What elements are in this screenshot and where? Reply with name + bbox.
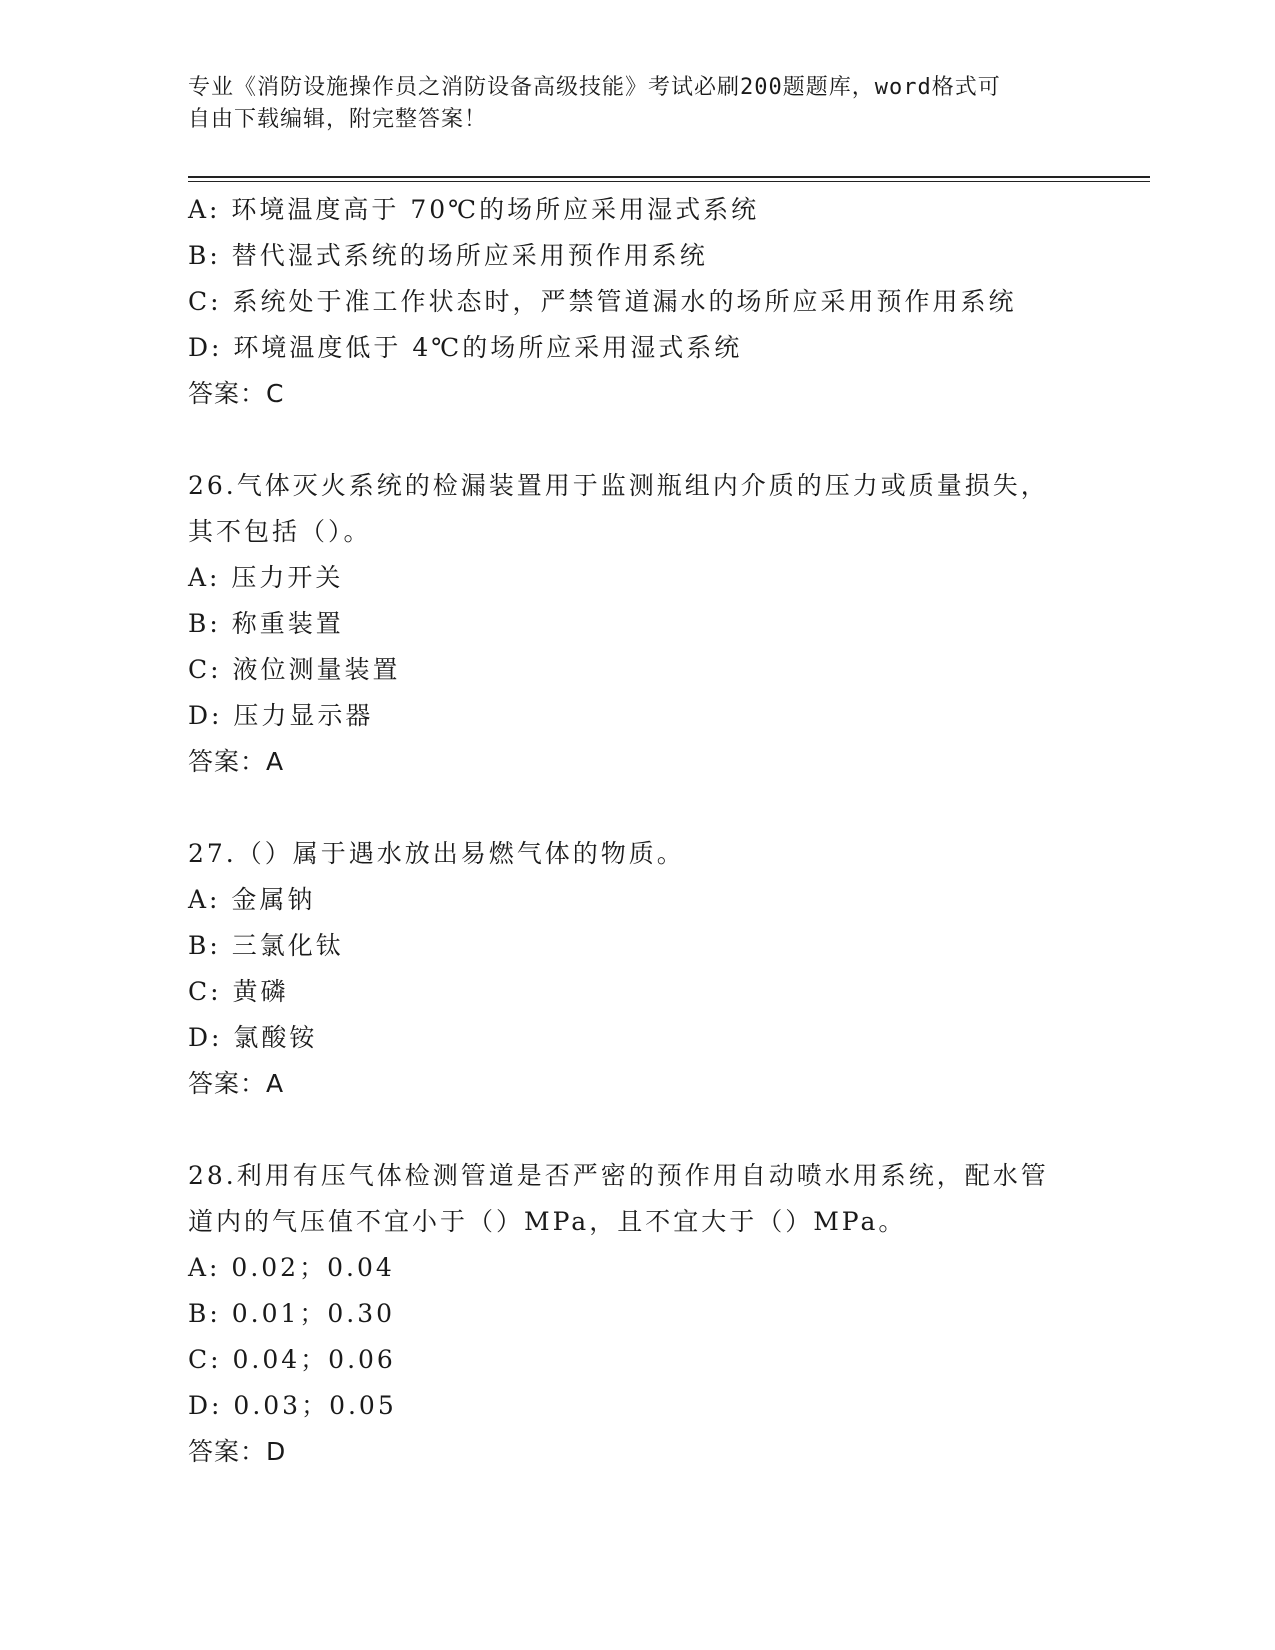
option-d: D: 环境温度低于 4℃的场所应采用湿式系统	[188, 333, 743, 362]
question-stem: 27.（）属于遇水放出易燃气体的物质。	[188, 839, 685, 868]
option-d: D: 0.03；0.05	[188, 1391, 397, 1420]
header-divider-thick	[188, 176, 1150, 178]
option-c: C: 液位测量装置	[188, 655, 401, 684]
option-a: A: 压力开关	[188, 563, 344, 592]
answer: 答案：A	[188, 1069, 285, 1098]
spacer	[188, 1107, 1088, 1153]
spacer	[188, 785, 1088, 831]
option-b: B: 称重装置	[188, 609, 344, 638]
question-stem: 28.利用有压气体检测管道是否严密的预作用自动喷水用系统，配水管	[188, 1161, 1049, 1190]
question-stem-continued: 道内的气压值不宜小于（）MPa，且不宜大于（）MPa。	[188, 1207, 907, 1236]
option-a: A: 金属钠	[188, 885, 316, 914]
option-a: A: 0.02；0.04	[188, 1253, 395, 1282]
document-header	[188, 72, 1068, 136]
question-stem-continued: 其不包括（）。	[188, 517, 372, 546]
answer: 答案：D	[188, 1437, 287, 1466]
question-27	[188, 831, 1088, 1107]
option-b: B: 三氯化钛	[188, 931, 344, 960]
header-line-2: 自由下载编辑，附完整答案！	[188, 107, 488, 132]
option-b: B: 替代湿式系统的场所应采用预作用系统	[188, 241, 708, 270]
question-28	[188, 1153, 1088, 1475]
header-line-1: 专业《消防设施操作员之消防设备高级技能》考试必刷200题题库，word格式可	[188, 75, 1001, 100]
answer: 答案：A	[188, 747, 285, 776]
header-divider-thin	[188, 181, 1150, 182]
question-26	[188, 463, 1088, 785]
option-c: C: 0.04；0.06	[188, 1345, 396, 1374]
spacer	[188, 417, 1088, 463]
option-c: C: 系统处于准工作状态时，严禁管道漏水的场所应采用预作用系统	[188, 287, 1017, 316]
option-d: D: 压力显示器	[188, 701, 374, 730]
question-25	[188, 187, 1088, 417]
option-d: D: 氯酸铵	[188, 1023, 318, 1052]
option-c: C: 黄磷	[188, 977, 289, 1006]
option-b: B: 0.01；0.30	[188, 1299, 396, 1328]
answer: 答案：C	[188, 379, 285, 408]
question-stem: 26.气体灭火系统的检漏装置用于监测瓶组内介质的压力或质量损失，	[188, 471, 1049, 500]
question-list	[188, 187, 1088, 1475]
option-a: A: 环境温度高于 70℃的场所应采用湿式系统	[188, 195, 760, 224]
